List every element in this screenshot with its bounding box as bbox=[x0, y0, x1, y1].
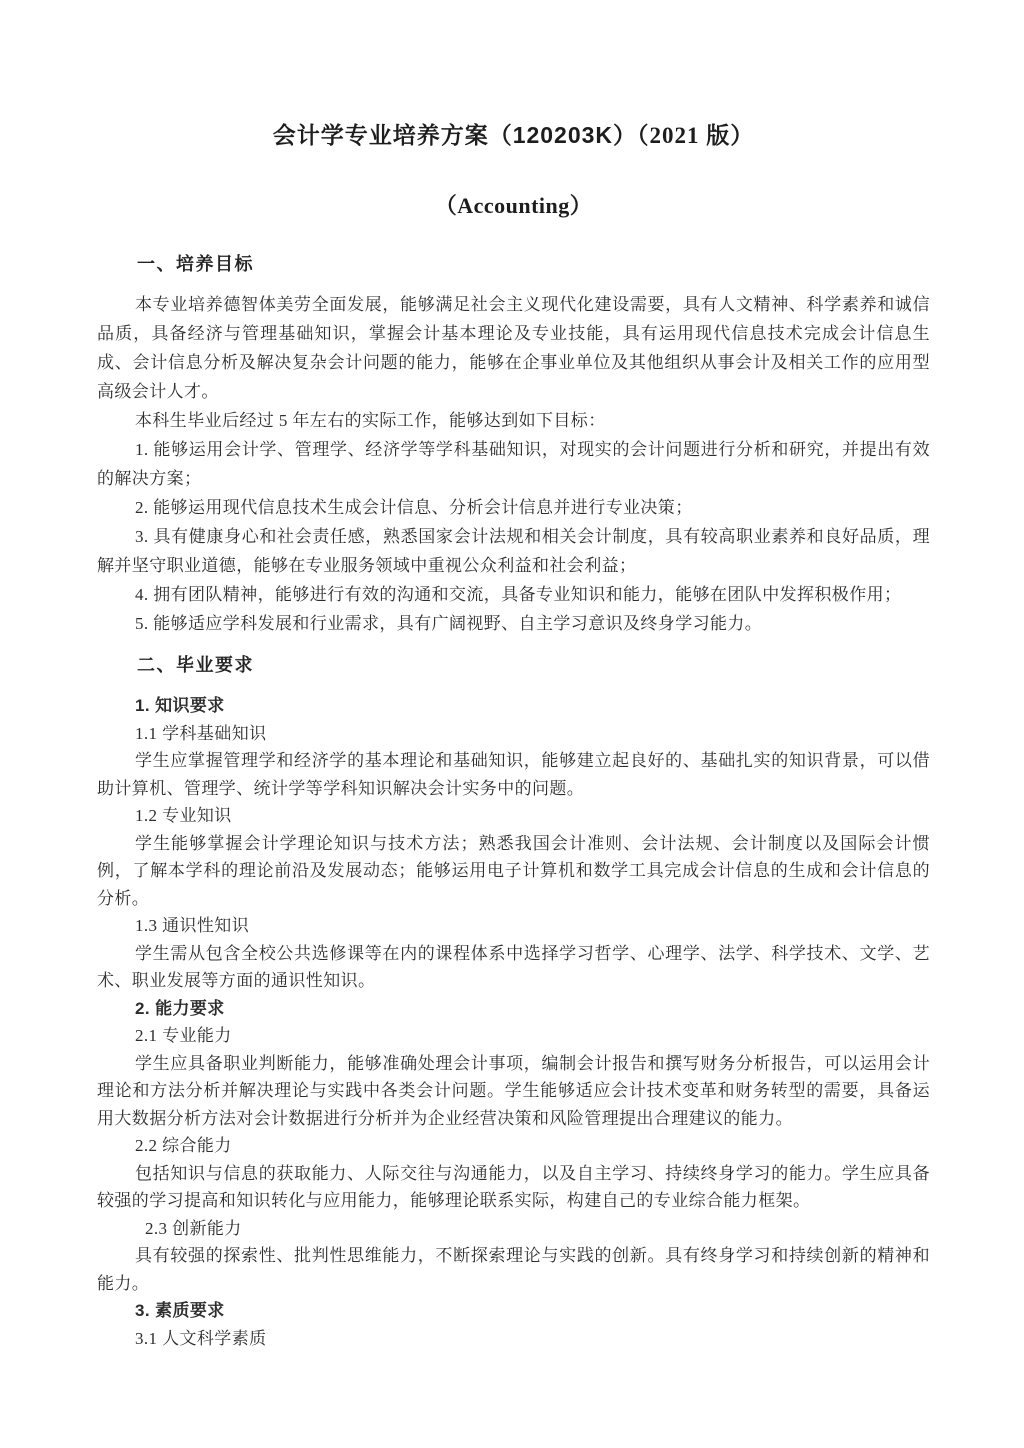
subsection-heading-quality-requirements: 3. 素质要求 bbox=[135, 1301, 225, 1320]
document-title-main: 会计学专业培养方案（120203K） bbox=[272, 122, 638, 148]
subsubsection-heading-2-3: 2.3 创新能力 bbox=[145, 1218, 242, 1238]
document-body bbox=[97, 251, 930, 1352]
section-graduation-requirements bbox=[97, 692, 930, 1352]
paragraph-2-3: 具有较强的探索性、批判性思维能力，不断探索理论与实践的创新。具有终身学习和持续创新的精神和能力。 bbox=[97, 1246, 930, 1293]
subsubsection-heading-1-2: 1.2 专业知识 bbox=[135, 806, 232, 825]
paragraph-1-3: 学生需从包含全校公共选修课等在内的课程体系中选择学习哲学、心理学、法学、科学技术、文学、艺术、职业发展等方面的通识性知识。 bbox=[97, 943, 930, 990]
paragraph-1-1: 学生应掌握管理学和经济学的基本理论和基础知识，能够建立起良好的、基础扎实的知识背景，可以借助计算机、管理学、统计学等学科知识解决会计实务中的问题。 bbox=[97, 751, 930, 798]
document-title-version: （2021 版） bbox=[637, 123, 755, 148]
paragraph-1-2: 学生能够掌握会计学理论知识与技术方法；熟悉我国会计准则、会计法规、会计制度以及国际会计惯例，了解本学科的理论前沿及发展动态；能够运用电子计算机和数学工具完成会计信息的生成和会计信息的分析。 bbox=[97, 833, 930, 908]
objective-item-4: 4. 拥有团队精神，能够进行有效的沟通和交流，具备专业知识和能力，能够在团队中发挥积极作用； bbox=[135, 585, 902, 604]
subsubsection-heading-2-1: 2.1 专业能力 bbox=[135, 1026, 232, 1045]
intro-paragraph: 本专业培养德智体美劳全面发展，能够满足社会主义现代化建设需要，具有人文精神、科学素养和诚信品质，具备经济与管理基础知识，掌握会计基本理论及专业技能，具有运用现代信息技术完成会计信息生成、会计信息分析及解决复杂会计问题的能力，能够在企事业单位及其他组织从事会计及相关工作的应用型高级会计人才。 bbox=[97, 295, 930, 401]
subsubsection-heading-1-3: 1.3 通识性知识 bbox=[135, 916, 250, 935]
objective-item-2: 2. 能够运用现代信息技术生成会计信息、分析会计信息并进行专业决策； bbox=[135, 498, 693, 517]
subsubsection-heading-1-1: 1.1 学科基础知识 bbox=[135, 723, 267, 743]
objectives-lead-paragraph: 本科生毕业后经过 5 年左右的实际工作，能够达到如下目标： bbox=[135, 411, 606, 430]
objective-item-1: 1. 能够运用会计学、管理学、经济学等学科基础知识，对现实的会计问题进行分析和研究，并提出有效的解决方案； bbox=[97, 440, 930, 488]
section-training-objectives bbox=[97, 290, 930, 638]
objective-item-5: 5. 能够适应学科发展和行业需求，具有广阔视野、自主学习意识及终身学习能力。 bbox=[135, 614, 763, 633]
subsection-heading-knowledge-requirements: 1. 知识要求 bbox=[135, 696, 225, 715]
subsection-heading-ability-requirements: 2. 能力要求 bbox=[135, 998, 225, 1018]
subsubsection-heading-2-2: 2.2 综合能力 bbox=[135, 1136, 232, 1155]
section-heading-graduation-requirements: 二、毕业要求 bbox=[137, 655, 254, 675]
objective-item-3: 3. 具有健康身心和社会责任感，熟悉国家会计法规和相关会计制度，具有较高职业素养和良好品质，理解并坚守职业道德，能够在专业服务领域中重视公众利益和社会利益； bbox=[97, 527, 930, 575]
document-title bbox=[97, 118, 930, 153]
paragraph-2-1: 学生应具备职业判断能力，能够准确处理会计事项，编制会计报告和撰写财务分析报告，可以运用会计理论和方法分析并解决理论与实践中各类会计问题。学生能够适应会计技术变革和财务转型的需要，具备运用大数据分析方法对会计数据进行分析并为企业经营决策和风险管理提出合理建议的能力。 bbox=[97, 1053, 930, 1128]
subsubsection-heading-3-1: 3.1 人文科学素质 bbox=[135, 1328, 267, 1348]
document-subtitle: （Accounting） bbox=[434, 193, 593, 218]
paragraph-2-2: 包括知识与信息的获取能力、人际交往与沟通能力，以及自主学习、持续终身学习的能力。学生应具备较强的学习提高和知识转化与应用能力，能够理论联系实际，构建自己的专业综合能力框架。 bbox=[97, 1163, 930, 1210]
section-heading-training-objectives: 一、培养目标 bbox=[137, 254, 254, 274]
